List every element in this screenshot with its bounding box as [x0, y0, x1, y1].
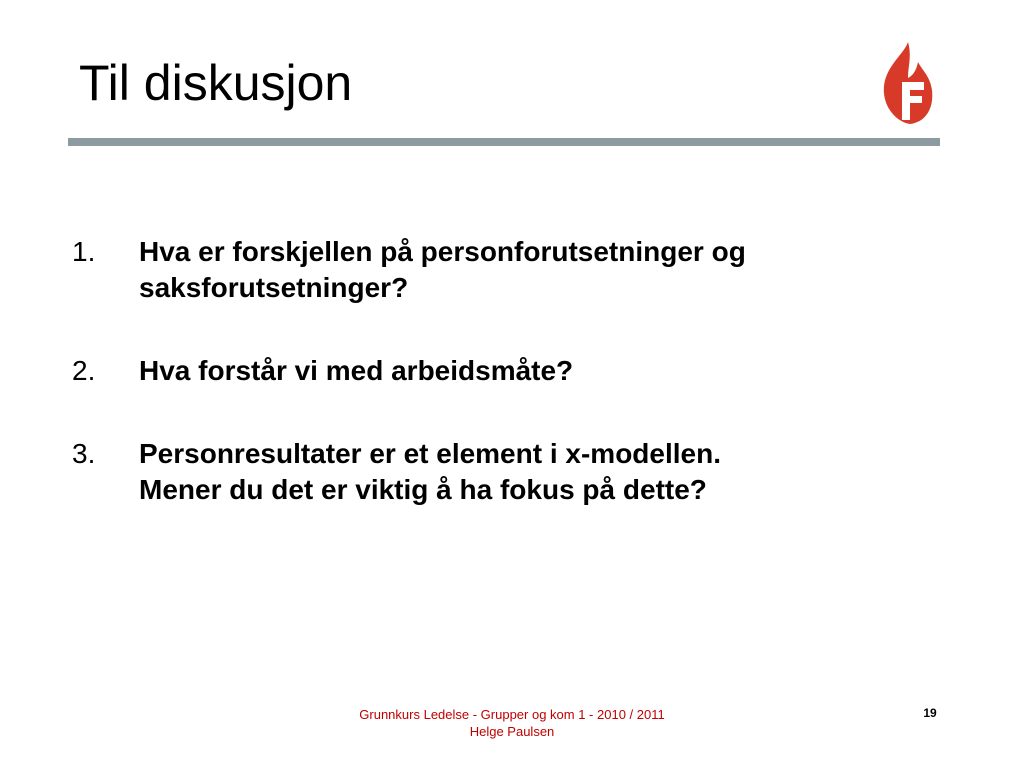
- question-number: 2.: [72, 355, 96, 386]
- question-item-1: [72, 234, 972, 306]
- question-text: Hva forstår vi med arbeidsmåte?: [139, 355, 574, 386]
- slide-title: Til diskusjon: [79, 55, 353, 111]
- question-text: Hva er forskjellen på personforutsetninger og saksforutsetninger?: [139, 236, 746, 303]
- question-text: Personresultater er et element i x-modellen. Mener du det er viktig å ha fokus på dette?: [139, 438, 721, 505]
- question-item-3: [72, 436, 972, 508]
- question-list: [72, 234, 972, 555]
- footer-text: [300, 706, 724, 740]
- question-number: 1.: [72, 236, 96, 267]
- footer-course: Grunnkurs Ledelse - Grupper og kom 1 - 2010 / 2011: [359, 707, 665, 722]
- question-number: 3.: [72, 438, 96, 469]
- title-divider: [68, 138, 940, 146]
- page-number: 19: [923, 706, 937, 720]
- question-item-2: [72, 353, 972, 389]
- flame-logo-icon: [878, 40, 936, 126]
- footer-author: Helge Paulsen: [469, 724, 555, 739]
